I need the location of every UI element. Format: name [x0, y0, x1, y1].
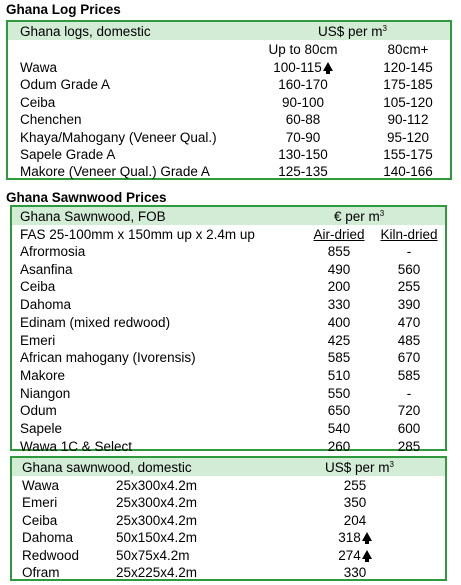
fob-price-kiln-dried: -: [406, 385, 412, 401]
fob-row: [12, 420, 445, 437]
dom-species: Ofram: [22, 565, 60, 580]
fob-price-air-dried: 550: [327, 385, 351, 401]
log-col-header-up-to-80cm: Up to 80cm: [268, 42, 338, 57]
fob-species: African mahogany (Ivorensis): [20, 350, 196, 366]
log-species: Sapele Grade A: [20, 147, 116, 162]
fob-species: Wawa 1C & Select: [20, 438, 133, 454]
fob-price-kiln-dried: 560: [397, 261, 421, 277]
up-arrow-icon: [362, 550, 372, 559]
dom-price: [324, 494, 386, 511]
dom-price: [324, 529, 386, 546]
fob-price-air-dried: 490: [327, 261, 351, 277]
fob-row: [12, 278, 445, 295]
sawnwood-prices-title: Ghana Sawnwood Prices: [6, 190, 167, 205]
dom-species: Ceiba: [22, 512, 58, 528]
log-price-up-to-80cm: [258, 146, 348, 163]
log-species: Chenchen: [20, 112, 82, 128]
dom-price-value: 255: [343, 478, 367, 493]
fob-species: Asanfina: [20, 261, 73, 277]
fob-species: Makore: [20, 367, 66, 383]
log-price-value: 70-90: [285, 129, 321, 145]
dom-price: [324, 512, 386, 529]
dom-size: 50x75x4.2m: [116, 547, 190, 563]
fob-price-air-dried: 855: [327, 244, 351, 259]
dom-row: [12, 512, 445, 529]
fob-price-air-dried: 585: [327, 350, 351, 366]
dom-species: Redwood: [22, 547, 80, 563]
dom-price: [324, 547, 386, 564]
fob-species: Edinam (mixed redwood): [20, 314, 171, 330]
log-species: Wawa: [20, 60, 58, 75]
log-price-up-to-80cm: [258, 129, 348, 146]
log-price-value: 60-88: [285, 112, 321, 128]
log-col-header-80cm-plus: 80cm+: [387, 42, 429, 57]
fob-row: [12, 349, 445, 366]
dom-subtitle: Ghana sawnwood, domestic: [22, 460, 192, 475]
fob-price-kiln-dried: 390: [397, 297, 421, 313]
fob-price-kiln-dried: 485: [397, 332, 421, 348]
fob-row: [12, 314, 445, 331]
log-price-up-to-80cm: [258, 94, 348, 111]
log-price-up-to-80cm: [258, 59, 348, 76]
fob-species: Afrormosia: [20, 244, 86, 259]
sawnwood-fob-table: [10, 205, 447, 454]
fob-price-air-dried: 425: [327, 332, 351, 348]
fob-species: Dahoma: [20, 297, 72, 313]
fob-unit: € per $m^3$: [334, 209, 385, 224]
fob-price-air-dried: 330: [327, 297, 351, 313]
fob-row: [12, 243, 445, 260]
fob-price-kiln-dried: -: [406, 244, 412, 259]
log-species: Ceiba: [20, 94, 56, 110]
dom-price: [324, 564, 386, 581]
log-row: [8, 94, 450, 111]
log-row: [8, 111, 450, 128]
log-price-up-to-80cm: [258, 163, 348, 180]
log-subtitle: Ghana logs, domestic: [20, 24, 151, 39]
log-price-80cm-plus: 105-120: [383, 94, 433, 110]
fob-price-air-dried: 400: [327, 314, 351, 330]
fob-price-kiln-dried: 600: [397, 421, 421, 436]
fob-price-kiln-dried: 670: [397, 350, 421, 366]
fob-row: [12, 402, 445, 419]
fob-price-air-dried: 200: [327, 279, 351, 295]
fob-price-air-dried: 260: [327, 438, 351, 454]
dom-price-value: 274: [338, 547, 361, 563]
log-species: Odum Grade A: [20, 77, 111, 93]
dom-price-value: 350: [343, 495, 367, 511]
dom-price-value: 318: [338, 530, 361, 546]
fob-species: Sapele: [20, 421, 63, 436]
fob-subtitle: Ghana Sawnwood, FOB: [20, 209, 166, 224]
dom-size: 25x225x4.2m: [116, 565, 198, 580]
dom-size: 25x300x4.2m: [116, 512, 198, 528]
dom-price: [324, 477, 386, 494]
fob-col-header-kiln-dried: Kiln-dried: [380, 227, 438, 242]
fob-row: [12, 261, 445, 278]
dom-row: [12, 564, 445, 581]
dom-size: 25x300x4.2m: [116, 495, 198, 511]
fob-col-header-air-dried: Air-dried: [313, 227, 365, 242]
sawnwood-domestic-table: [10, 456, 447, 581]
log-prices-table: [6, 20, 452, 180]
log-row: [8, 129, 450, 146]
log-price-value: 90-100: [281, 94, 325, 110]
log-price-value: 125-135: [278, 164, 328, 180]
fob-price-kiln-dried: 720: [397, 403, 421, 419]
log-prices-title: Ghana Log Prices: [6, 2, 121, 17]
log-unit: US$ per $m^3$: [318, 24, 387, 39]
up-arrow-icon: [362, 532, 372, 541]
fob-price-kiln-dried: 255: [397, 279, 421, 295]
log-price-80cm-plus: 90-112: [387, 112, 429, 128]
fob-row: [12, 332, 445, 349]
log-price-80cm-plus: 120-145: [383, 60, 433, 75]
log-row: [8, 163, 450, 180]
dom-size: 50x150x4.2m: [116, 530, 198, 546]
dom-price-value: 204: [343, 512, 367, 528]
fob-row: [12, 438, 445, 455]
dom-species: Emeri: [22, 495, 58, 511]
log-price-80cm-plus: 95-120: [386, 129, 430, 145]
fob-species: Emeri: [20, 332, 56, 348]
fob-species: Odum: [20, 403, 57, 419]
log-price-value: 100-115: [273, 60, 322, 75]
fob-species: Niangon: [20, 385, 71, 401]
fob-price-air-dried: 650: [327, 403, 351, 419]
log-price-80cm-plus: 140-166: [383, 164, 433, 180]
log-price-up-to-80cm: [258, 111, 348, 128]
fob-spec: FAS 25-100mm x 150mm up x 2.4m up: [20, 227, 255, 242]
dom-row: [12, 494, 445, 511]
log-price-value: 130-150: [278, 147, 328, 162]
log-price-80cm-plus: 155-175: [383, 147, 433, 162]
log-row: [8, 146, 450, 163]
fob-row: [12, 367, 445, 384]
dom-price-value: 330: [343, 565, 367, 580]
log-species: Makore (Veneer Qual.) Grade A: [20, 164, 210, 180]
fob-row: [12, 385, 445, 402]
log-price-80cm-plus: 175-185: [383, 77, 433, 93]
dom-species: Dahoma: [22, 530, 74, 546]
log-price-up-to-80cm: [258, 76, 348, 93]
log-species: Khaya/Mahogany (Veneer Qual.): [20, 129, 217, 145]
up-arrow-icon: [323, 62, 333, 71]
fob-price-air-dried: 540: [327, 421, 351, 436]
fob-row: [12, 296, 445, 313]
fob-species: Ceiba: [20, 279, 56, 295]
fob-price-kiln-dried: 470: [397, 314, 421, 330]
dom-row: [12, 529, 445, 546]
log-row: [8, 59, 450, 76]
dom-row: [12, 547, 445, 564]
log-row: [8, 76, 450, 93]
dom-unit: US$ per $m^3$: [325, 460, 394, 475]
dom-species: Wawa: [22, 478, 60, 493]
fob-price-kiln-dried: 285: [397, 438, 421, 454]
log-price-value: 160-170: [278, 77, 328, 93]
dom-row: [12, 477, 445, 494]
dom-size: 25x300x4.2m: [116, 478, 198, 493]
fob-price-kiln-dried: 585: [397, 367, 421, 383]
fob-price-air-dried: 510: [327, 367, 351, 383]
